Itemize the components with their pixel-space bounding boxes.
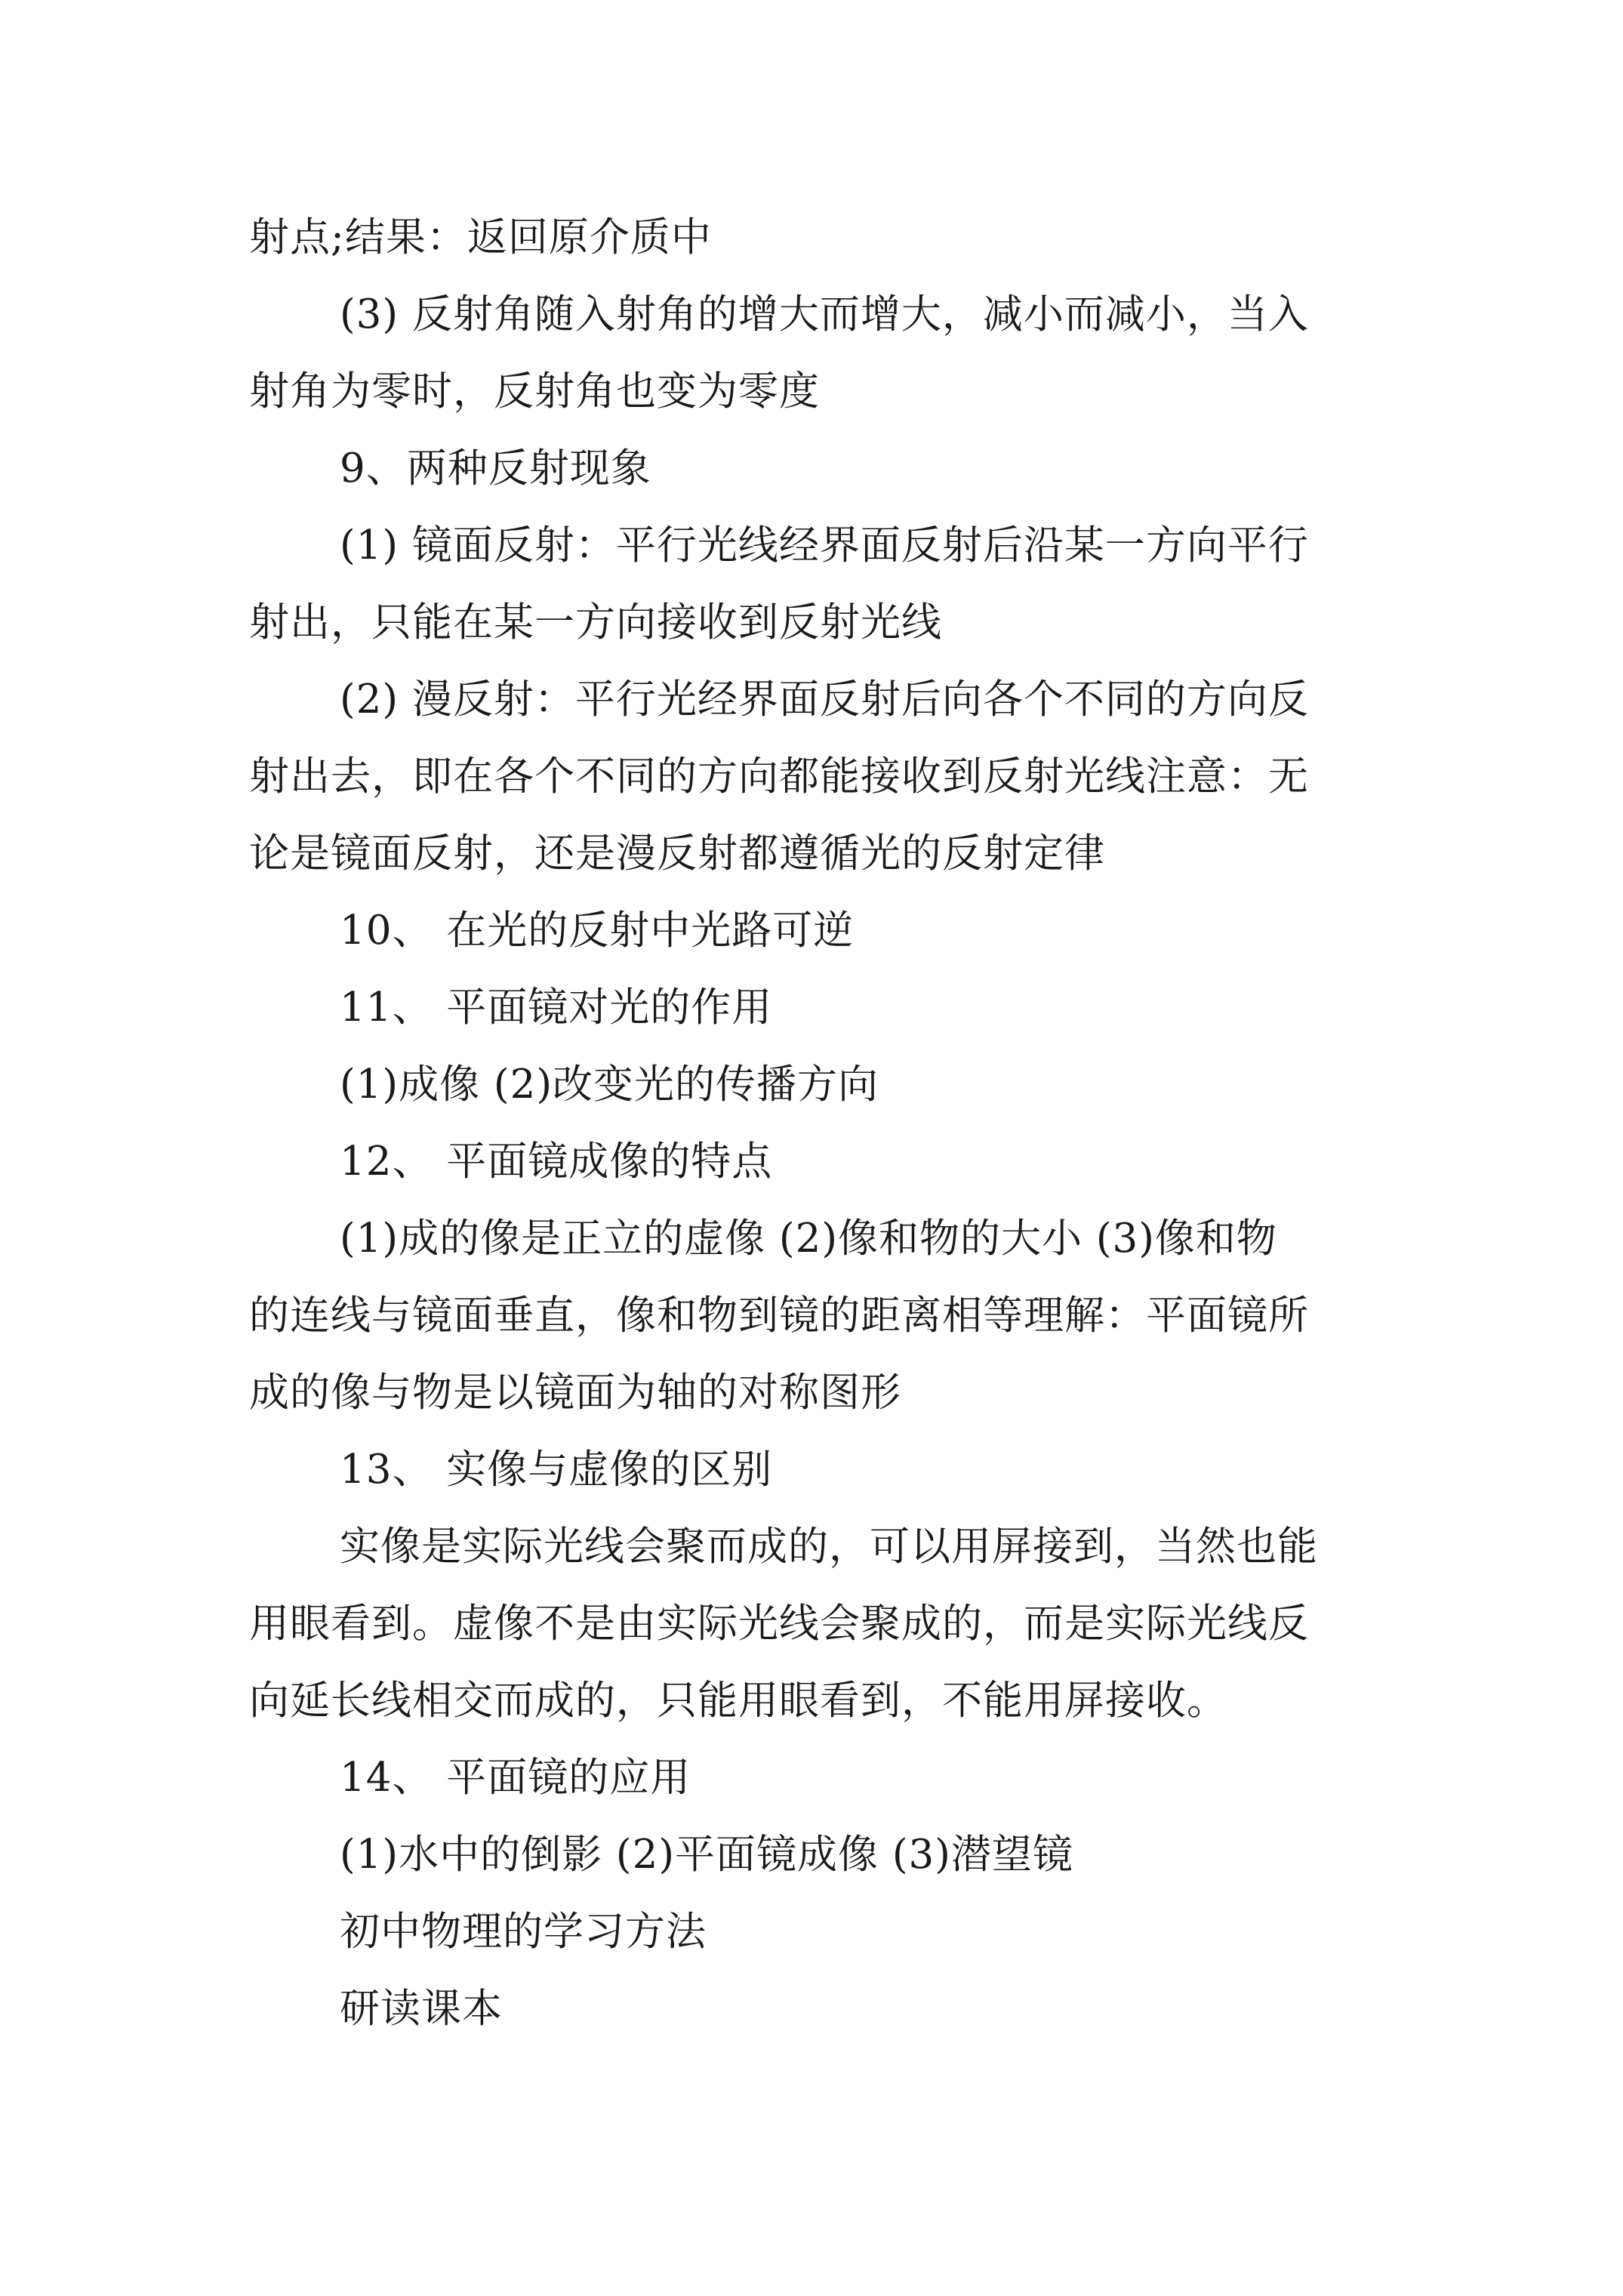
section-heading: 研读课本 <box>340 1986 503 2032</box>
section-heading: 10、 在光的反射中光路可逆 <box>340 908 855 954</box>
text-line: 射出，只能在某一方向接收到反射光线 <box>249 599 942 646</box>
text-line: (1) 镜面反射：平行光线经界面反射后沿某一方向平行 <box>340 522 1309 569</box>
section-heading: 初中物理的学习方法 <box>340 1909 707 1955</box>
section-heading: 11、 平面镜对光的作用 <box>340 985 773 1031</box>
text-line: (1)成像 (2)改变光的传播方向 <box>340 1062 879 1108</box>
text-line: 用眼看到。虚像不是由实际光线会聚成的，而是实际光线反 <box>249 1601 1309 1647</box>
text-line: 论是镜面反射，还是漫反射都遵循光的反射定律 <box>249 831 1105 877</box>
section-heading: 14、 平面镜的应用 <box>340 1755 691 1801</box>
text-line: 射点;结果：返回原介质中 <box>249 214 712 260</box>
text-line: 实像是实际光线会聚而成的，可以用屏接到，当然也能 <box>340 1524 1318 1570</box>
text-line: 射出去，即在各个不同的方向都能接收到反射光线注意：无 <box>249 754 1309 800</box>
text-line: 射角为零时，反射角也变为零度 <box>249 368 820 415</box>
text-line: 的连线与镜面垂直，像和物到镜的距离相等理解：平面镜所 <box>249 1293 1309 1339</box>
section-heading: 12、 平面镜成像的特点 <box>340 1139 773 1185</box>
text-line: (1)成的像是正立的虚像 (2)像和物的大小 (3)像和物 <box>340 1216 1277 1262</box>
section-heading: 13、 实像与虚像的区别 <box>340 1447 773 1493</box>
section-heading: 9、两种反射现象 <box>340 445 651 492</box>
text-line: (2) 漫反射：平行光经界面反射后向各个不同的方向反 <box>340 676 1309 723</box>
text-line: 向延长线相交而成的，只能用眼看到，不能用屏接收。 <box>249 1678 1227 1724</box>
text-line: (1)水中的倒影 (2)平面镜成像 (3)潜望镜 <box>340 1832 1073 1878</box>
text-line: (3) 反射角随入射角的增大而增大，减小而减小，当入 <box>340 291 1309 337</box>
text-line: 成的像与物是以镜面为轴的对称图形 <box>249 1370 901 1416</box>
